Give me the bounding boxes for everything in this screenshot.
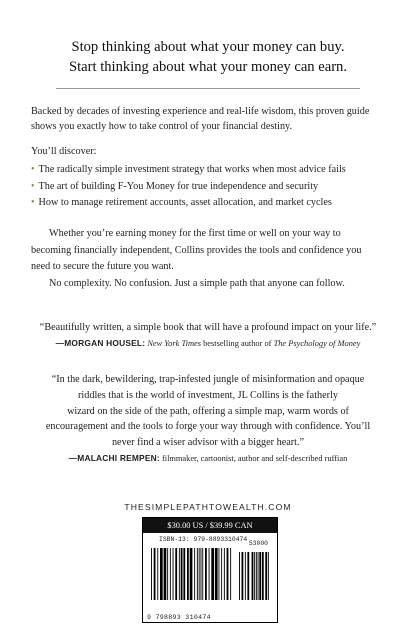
blurb-author: —MALACHI REMPEN:: [68, 452, 160, 463]
blurb-attribution: [20, 336, 396, 351]
blurb-rempen: [20, 372, 396, 466]
blurb-housel: [20, 320, 396, 351]
blurb-line: riddles that is the world of investment, JL Collins is the fatherly: [78, 389, 338, 401]
blurb-line: never find a wiser advisor with a bigger heart.”: [111, 437, 305, 449]
book-title: The Psychology of Money: [273, 339, 361, 348]
barcode-icon: [149, 548, 271, 610]
paragraph-line: No complexity. No confusion. Just a simple path that anyone can follow.: [49, 277, 345, 289]
headline-line-2: Start thinking about what your money can earn.: [68, 59, 348, 75]
bullet-icon: •: [31, 164, 35, 175]
list-item: [31, 179, 346, 196]
blurb-line: encouragement and the tools to forge your way through with confidence. You’ll: [45, 421, 371, 433]
website-url: THESIMPLEPATHTOWEALTH.COM: [124, 502, 292, 512]
blurb-line: wizard on the side of the path, offering a simple map, warm words of: [67, 405, 349, 417]
headline: [20, 37, 396, 77]
intro-text: [31, 105, 387, 134]
summary-paragraph: [31, 226, 387, 292]
attribution-text: bestselling author of: [203, 339, 272, 348]
attribution-text: filmmaker, cartoonist, author and self-described ruffian: [161, 453, 348, 463]
list-item-text: How to manage retirement accounts, asset allocation, and market cycles: [38, 197, 332, 208]
barcode-block: [142, 517, 278, 623]
paragraph-line: Whether you’re earning money for the first time or well on your way to: [49, 228, 341, 239]
discover-list: [31, 162, 346, 212]
blurb-author: —MORGAN HOUSEL:: [55, 338, 146, 348]
blurb-text: “Beautifully written, a simple book that will have a profound impact on your life.”: [39, 322, 377, 333]
blurb-line: “In the dark, bewildering, trap-infested jungle of misinformation and opaque: [51, 374, 365, 385]
paragraph-line: need to secure the future you want.: [31, 261, 174, 272]
paragraph-line: becoming financially independent, Collins provides the tools and confidence you: [31, 244, 362, 256]
list-item-text: The art of building F-You Money for true independence and security: [38, 180, 319, 192]
intro-line-1: Backed by decades of investing experience and real-life wisdom, this proven guide: [31, 106, 370, 117]
price-addon-code: 53000: [248, 540, 268, 547]
list-item-text: The radically simple investment strategy that works when most advice fails: [38, 164, 346, 175]
price-label: $30.00 US / $39.99 CAN: [143, 518, 277, 533]
intro-line-2: shows you exactly how to take control of your financial destiny.: [31, 120, 293, 132]
list-item: [31, 195, 346, 212]
isbn-text: ISBN-13: 979-8893310474: [159, 536, 248, 543]
bullet-icon: •: [31, 197, 35, 208]
list-item: [31, 162, 346, 179]
bullet-icon: •: [31, 180, 35, 192]
headline-line-1: Stop thinking about what your money can buy.: [71, 39, 345, 55]
blurb-attribution: [20, 451, 396, 466]
barcode-number: 9 798893 310474: [147, 614, 211, 621]
divider: [56, 88, 360, 89]
discover-label: You’ll discover:: [31, 146, 97, 157]
publication-name: New York Times: [147, 339, 201, 348]
